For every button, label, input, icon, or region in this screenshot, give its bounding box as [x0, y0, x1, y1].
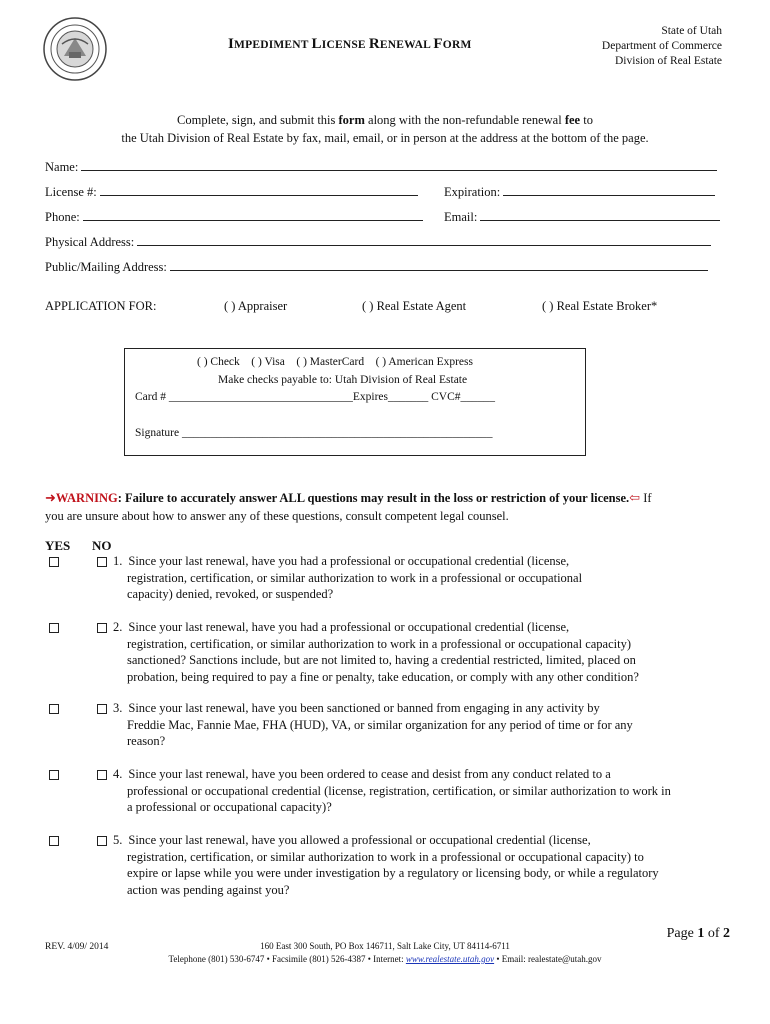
website-link[interactable]: www.realestate.utah.gov — [405, 954, 495, 964]
phone-label: Phone: — [45, 210, 80, 224]
question-number: 3. — [113, 701, 123, 715]
page-label: Page — [666, 926, 698, 941]
page-current: 1 — [697, 926, 705, 941]
yes-checkbox[interactable] — [49, 704, 59, 714]
expiration-input-line[interactable] — [503, 183, 715, 196]
question-text: capacity) denied, revoked, or suspended? — [127, 587, 334, 601]
email-field-row — [444, 208, 720, 225]
name-input-line[interactable] — [81, 158, 717, 171]
form-title — [228, 36, 472, 53]
agency-division: Division of Real Estate — [615, 55, 722, 67]
title-fragment: MPEDIMENT — [234, 39, 312, 51]
email-input-line[interactable] — [480, 208, 720, 221]
expiration-field-row — [444, 183, 715, 200]
license-input-line[interactable] — [100, 183, 418, 196]
title-fragment: ORM — [442, 39, 472, 51]
option-real-estate-broker[interactable]: ( ) Real Estate Broker* — [542, 299, 658, 313]
question-text: Freddie Mac, Fannie Mae, FHA (HUD), VA, or similar organization for any period of time or for any — [127, 717, 633, 732]
question-item — [97, 766, 737, 816]
question-item — [97, 553, 737, 603]
page-of: of — [704, 926, 723, 941]
checks-payable-note: Make checks payable to: Utah Division of Real Estate — [218, 374, 468, 386]
arrow-right-icon: ➜ — [45, 490, 56, 505]
question-text: registration, certification, or similar authorization to work in a professional or occupational capacity) — [127, 636, 631, 651]
page-total: 2 — [723, 926, 730, 941]
footer-email: • Email: realestate@utah.gov — [494, 954, 602, 964]
expiration-label: Expiration: — [444, 185, 501, 199]
intro-text: Complete, sign, and submit this — [177, 113, 339, 127]
payment-box — [124, 348, 586, 456]
question-item — [97, 700, 737, 750]
name-label: Name: — [45, 160, 79, 174]
title-fragment: F — [433, 36, 443, 52]
agency-block — [602, 24, 722, 69]
question-text: professional or occupational credential (license, registration, certification, or similar authorization to work in — [127, 783, 671, 798]
no-checkbox[interactable] — [97, 770, 107, 780]
phone-field-row — [45, 208, 423, 225]
agency-department: Department of Commerce — [601, 40, 722, 52]
intro-text: to — [580, 113, 593, 127]
question-text: Since your last renewal, have you allowed a professional or occupational credential (license, — [128, 833, 591, 847]
intro-text: along with the non-refundable renewal — [364, 113, 565, 127]
no-column-header: NO — [92, 538, 112, 553]
no-checkbox[interactable] — [97, 836, 107, 846]
card-number-line[interactable]: Card # ________________________________Expires_______ CVC#______ — [135, 391, 496, 403]
question-text: sanctioned? Sanctions include, but are not limited to, having a credential restricted, limited, placed on — [127, 653, 636, 667]
question-number: 2. — [113, 620, 123, 634]
footer-phone-fax: Telephone (801) 530-6747 • Facsimile (801) 526-4387 • Internet: — [168, 954, 406, 964]
no-checkbox[interactable] — [97, 704, 107, 714]
question-text: Since your last renewal, have you had a professional or occupational credential (license, — [128, 620, 570, 634]
license-field-row — [45, 183, 418, 200]
question-text: Since your last renewal, have you had a professional or occupational credential (license, — [128, 554, 570, 568]
question-text: reason? — [127, 734, 166, 748]
question-number: 4. — [113, 767, 123, 781]
option-appraiser[interactable]: ( ) Appraiser — [224, 299, 288, 313]
utah-state-seal — [42, 16, 108, 82]
warning-bold-text: : Failure to accurately answer ALL questions may result in the loss or restriction of your license. — [117, 491, 630, 505]
physical-address-row — [45, 233, 711, 250]
title-fragment: R — [368, 36, 380, 52]
email-label: Email: — [444, 210, 478, 224]
payment-methods[interactable]: ( ) Check ( ) Visa ( ) MasterCard ( ) American Express — [197, 356, 473, 368]
question-text: Since your last renewal, have you been sanctioned or banned from engaging in any activity by — [128, 701, 600, 715]
question-text: action was pending against you? — [127, 882, 290, 897]
question-text: probation, being required to pay a fine or penalty, take education, or comply with any other condition? — [127, 669, 639, 684]
warning-text: If — [640, 491, 652, 505]
yes-checkbox[interactable] — [49, 557, 59, 567]
warning-label: WARNING — [55, 491, 118, 505]
question-number: 5. — [113, 833, 123, 847]
title-fragment: ICENSE — [321, 39, 369, 51]
intro-fee-word: fee — [564, 113, 581, 127]
yes-checkbox[interactable] — [49, 770, 59, 780]
intro-instructions — [0, 111, 770, 147]
title-fragment: L — [311, 36, 322, 52]
revision-date: REV. 4/09/ 2014 — [45, 942, 109, 952]
mailing-address-input-line[interactable] — [170, 258, 708, 271]
name-field-row — [45, 158, 717, 175]
question-text: expire or lapse while you were under investigation by a regulatory or licensing body, or while a regulatory — [127, 866, 659, 880]
question-text: registration, certification, or similar authorization to work in a professional or occupational — [127, 570, 583, 585]
license-label: License #: — [45, 185, 97, 199]
question-item — [97, 832, 737, 898]
question-item — [97, 619, 737, 685]
intro-line-2: the Utah Division of Real Estate by fax, mail, email, or in person at the address at the bottom of the page. — [121, 131, 649, 145]
mailing-address-label: Public/Mailing Address: — [45, 260, 167, 274]
no-checkbox[interactable] — [97, 623, 107, 633]
phone-input-line[interactable] — [83, 208, 423, 221]
footer-address: 160 East 300 South, PO Box 146711, Salt Lake City, UT 84114-6711 — [260, 941, 510, 951]
yes-checkbox[interactable] — [49, 623, 59, 633]
question-text: registration, certification, or similar authorization to work in a professional or occupational capacity) to — [127, 849, 644, 864]
application-for-label: APPLICATION FOR: — [45, 299, 157, 313]
mailing-address-row — [45, 258, 708, 275]
signature-line[interactable]: Signature ______________________________________________________ — [135, 427, 493, 439]
question-number: 1. — [113, 554, 123, 568]
title-fragment: I — [228, 36, 235, 52]
question-text: a professional or occupational capacity)? — [127, 800, 332, 814]
yes-column-header: YES — [45, 538, 71, 553]
intro-form-word: form — [338, 113, 365, 127]
no-checkbox[interactable] — [97, 557, 107, 567]
question-text: Since your last renewal, have you been ordered to cease and desist from any conduct related to a — [128, 767, 611, 781]
footer-contact — [0, 940, 770, 966]
agency-state: State of Utah — [661, 25, 722, 37]
physical-address-input-line[interactable] — [137, 233, 711, 246]
physical-address-label: Physical Address: — [45, 235, 135, 249]
warning-text-2: you are unsure about how to answer any of these questions, consult competent legal counsel. — [45, 509, 509, 523]
title-fragment: ENEWAL — [379, 39, 434, 51]
arrow-left-icon: ⇦ — [629, 490, 641, 505]
option-real-estate-agent[interactable]: ( ) Real Estate Agent — [362, 299, 467, 313]
warning-notice — [45, 489, 735, 525]
yes-checkbox[interactable] — [49, 836, 59, 846]
